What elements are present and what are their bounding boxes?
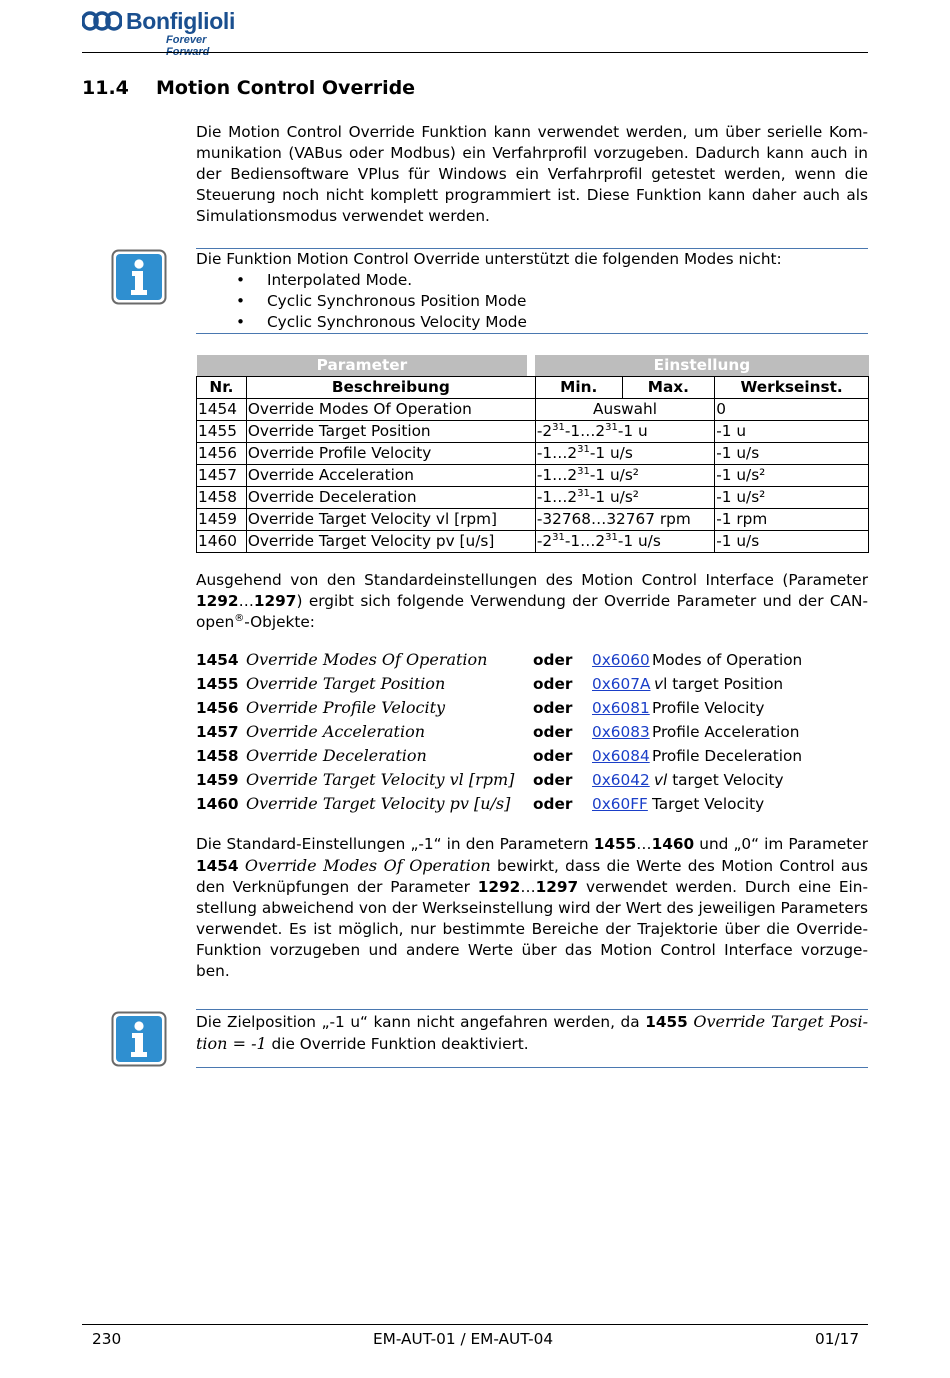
cell-default: -1 u/s² bbox=[715, 487, 869, 509]
bullet-text: Cyclic Synchronous Position Mode bbox=[267, 292, 527, 310]
param-name: Override Target Velocity vl [rpm] bbox=[246, 770, 515, 789]
param-name: Override Target Position bbox=[246, 674, 446, 693]
text-line: open®-Objekte: bbox=[196, 613, 315, 631]
text-line: ben. bbox=[196, 962, 230, 980]
canopen-object-link[interactable]: 0x60FF bbox=[592, 795, 648, 813]
cell-default: -1 u/s bbox=[715, 443, 869, 465]
cell-default: -1 u/s² bbox=[715, 465, 869, 487]
cell-default: 0 bbox=[715, 399, 869, 421]
or-label: oder bbox=[533, 699, 573, 717]
brand-logo bbox=[82, 8, 252, 58]
or-label: oder bbox=[533, 795, 573, 813]
col-header-nr: Nr. bbox=[197, 377, 247, 399]
text-line: Steuerung noch nicht komplett programmiert ist. Diese Funktion kann daher auch als bbox=[196, 186, 868, 204]
cell-range: $-1\dots 2^{31}-1$ u/s² bbox=[535, 465, 714, 487]
param-number: 1460 bbox=[196, 795, 239, 813]
col-header-max: Max. bbox=[622, 377, 715, 399]
brand-tagline: Forever Forward bbox=[166, 34, 210, 58]
section-title: Motion Control Override bbox=[156, 77, 416, 99]
or-label: oder bbox=[533, 771, 573, 789]
parameter-table bbox=[196, 355, 869, 553]
text-line: verwendet. Es ist möglich, nur bestimmte Bereiche der Trajektorie über die Override- bbox=[196, 920, 868, 938]
text-line: stellung abweichend von der Werkseinstellung wird der Wert des jeweiligen Parameters bbox=[196, 899, 869, 917]
cell-default: -1 rpm bbox=[715, 509, 869, 531]
text-line: 1292…1297) ergibt sich folgende Verwendung der Override Parameter und der CAN- bbox=[196, 592, 868, 610]
text-line: tion = -1 die Override Funktion deaktiviert. bbox=[196, 1034, 529, 1053]
table-row bbox=[197, 421, 869, 443]
text-line: Die Standard-Einstellungen „-1“ in den Parametern 1455…1460 und „0“ im Parameter bbox=[196, 835, 868, 853]
param-number: 1456 bbox=[196, 699, 239, 717]
col-header-beschreibung: Beschreibung bbox=[246, 377, 535, 399]
page-number: 230 bbox=[92, 1330, 122, 1348]
cell-range: Auswahl bbox=[535, 399, 714, 421]
text-line: 1454 Override Modes Of Operation bewirkt, dass die Werte des Motion Control aus bbox=[196, 856, 868, 875]
table-row bbox=[197, 443, 869, 465]
text-line: den Verknüpfungen der Parameter 1292…1297 verwendet werden. Durch eine Ein- bbox=[196, 878, 868, 896]
bullet-text: Cyclic Synchronous Velocity Mode bbox=[267, 313, 527, 331]
mapping-row bbox=[196, 696, 868, 720]
bullet-text: Interpolated Mode. bbox=[267, 271, 413, 289]
cell-nr: 1457 bbox=[197, 465, 247, 487]
cell-nr: 1454 bbox=[197, 399, 247, 421]
canopen-object-link[interactable]: 0x6083 bbox=[592, 723, 650, 741]
cell-nr: 1459 bbox=[197, 509, 247, 531]
canopen-object-link[interactable]: 0x6081 bbox=[592, 699, 650, 717]
object-description: Profile Deceleration bbox=[652, 747, 803, 765]
bullet-item bbox=[196, 270, 868, 291]
object-description: Target Velocity bbox=[652, 795, 765, 813]
canopen-object-link[interactable]: 0x6060 bbox=[592, 651, 650, 669]
section-number: 11.4 bbox=[82, 77, 129, 99]
info-icon bbox=[111, 1011, 165, 1065]
cell-nr: 1456 bbox=[197, 443, 247, 465]
text-line: Die Zielposition „-1 u“ kann nicht angefahren werden, da 1455 Override Target Posi- bbox=[196, 1012, 868, 1031]
cell-desc: Override Target Velocity pv [u/s] bbox=[246, 531, 535, 553]
note-rule-top bbox=[196, 1009, 868, 1010]
col-header-min: Min. bbox=[535, 377, 622, 399]
param-name: Override Acceleration bbox=[246, 722, 426, 741]
cell-nr: 1458 bbox=[197, 487, 247, 509]
cell-desc: Override Acceleration bbox=[246, 465, 535, 487]
mapping-row bbox=[196, 672, 868, 696]
param-number: 1458 bbox=[196, 747, 239, 765]
param-number: 1459 bbox=[196, 771, 239, 789]
canopen-object-link[interactable]: 0x6042 bbox=[592, 771, 650, 789]
intro-paragraph bbox=[196, 122, 868, 227]
param-number: 1455 bbox=[196, 675, 239, 693]
cell-nr: 1455 bbox=[197, 421, 247, 443]
bullet-dot: • bbox=[236, 292, 246, 310]
group-header-parameter: Parameter bbox=[197, 355, 528, 377]
param-name: Override Target Velocity pv [u/s] bbox=[246, 794, 511, 813]
mapping-row bbox=[196, 768, 868, 792]
canopen-object-link[interactable]: 0x607A bbox=[592, 675, 651, 693]
text-line: Funktion vorzugeben und andere Werte über das Motion Control Interface vorzuge- bbox=[196, 941, 868, 959]
cell-range: $-1\dots 2^{31}-1$ u/s bbox=[535, 443, 714, 465]
object-description: vl target Velocity bbox=[654, 771, 784, 789]
cell-desc: Override Target Velocity vl [rpm] bbox=[246, 509, 535, 531]
cell-nr: 1460 bbox=[197, 531, 247, 553]
cell-range: $-1\dots 2^{31}-1$ u/s² bbox=[535, 487, 714, 509]
table-header-row bbox=[197, 377, 869, 399]
footer-rule bbox=[82, 1324, 868, 1325]
param-name: Override Deceleration bbox=[246, 746, 427, 765]
cell-desc: Override Profile Velocity bbox=[246, 443, 535, 465]
cell-range: $-2^{31}-1\dots 2^{31}-1$ u bbox=[535, 421, 714, 443]
table-row bbox=[197, 465, 869, 487]
note-modes bbox=[196, 249, 868, 333]
cell-desc: Override Deceleration bbox=[246, 487, 535, 509]
object-description: Profile Acceleration bbox=[652, 723, 800, 741]
note-target-position bbox=[196, 1011, 868, 1055]
table-row bbox=[197, 487, 869, 509]
header-rule bbox=[82, 52, 868, 53]
bullet-item bbox=[196, 312, 868, 333]
cell-default: -1 u/s bbox=[715, 531, 869, 553]
cell-default: -1 u bbox=[715, 421, 869, 443]
mapping-row bbox=[196, 744, 868, 768]
col-header-werkseinst: Werkseinst. bbox=[715, 377, 869, 399]
note-rule-bottom bbox=[196, 333, 868, 334]
param-name: Override Modes Of Operation bbox=[246, 650, 488, 669]
text-line: Ausgehend von den Standardeinstellungen des Motion Control Interface (Parameter bbox=[196, 571, 868, 589]
param-number: 1454 bbox=[196, 651, 239, 669]
document-id: EM-AUT-01 / EM-AUT-04 bbox=[373, 1330, 554, 1348]
text-line: Die Motion Control Override Funktion kann verwendet werden, um über serielle Kom- bbox=[196, 123, 868, 141]
note-rule-bottom bbox=[196, 1067, 868, 1068]
bonfiglioli-logo-mark bbox=[82, 10, 122, 32]
or-label: oder bbox=[533, 747, 573, 765]
document-date: 01/17 bbox=[815, 1330, 860, 1348]
or-label: oder bbox=[533, 723, 573, 741]
text-line: munikation (VABus oder Modbus) ein Verfahrprofil vorzugeben. Dadurch kann auch in bbox=[196, 144, 868, 162]
or-label: oder bbox=[533, 675, 573, 693]
cell-range: $-2^{31}-1\dots 2^{31}-1$ u/s bbox=[535, 531, 714, 553]
note-text: Die Funktion Motion Control Override unterstützt die folgenden Modes nicht: bbox=[196, 250, 782, 268]
canopen-object-link[interactable]: 0x6084 bbox=[592, 747, 650, 765]
table-group-header bbox=[197, 355, 869, 377]
mapping-row bbox=[196, 720, 868, 744]
object-description: Profile Velocity bbox=[652, 699, 765, 717]
param-number: 1457 bbox=[196, 723, 239, 741]
brand-name: Bonfiglioli bbox=[126, 8, 236, 34]
table-row bbox=[197, 509, 869, 531]
table-row bbox=[197, 531, 869, 553]
bullet-dot: • bbox=[236, 313, 246, 331]
cell-desc: Override Modes Of Operation bbox=[246, 399, 535, 421]
text-line: der Bediensoftware VPlus für Windows ein Verfahrprofil getestet werden, wenn die bbox=[196, 165, 868, 183]
bullet-dot: • bbox=[236, 271, 246, 289]
object-description: vl target Position bbox=[654, 675, 784, 693]
bullet-item bbox=[196, 291, 868, 312]
or-label: oder bbox=[533, 651, 573, 669]
info-icon bbox=[111, 249, 165, 303]
cell-desc: Override Target Position bbox=[246, 421, 535, 443]
table-row bbox=[197, 399, 869, 421]
cell-range: -32768…32767 rpm bbox=[535, 509, 714, 531]
object-description: Modes of Operation bbox=[652, 651, 803, 669]
mapping-row bbox=[196, 648, 868, 672]
defaults-paragraph bbox=[196, 834, 868, 982]
mapping-row bbox=[196, 792, 868, 816]
group-header-gap bbox=[527, 355, 535, 377]
param-name: Override Profile Velocity bbox=[246, 698, 446, 717]
text-line: Simulationsmodus verwendet werden. bbox=[196, 207, 490, 225]
mapping-intro-paragraph bbox=[196, 570, 868, 633]
group-header-einstellung: Einstellung bbox=[535, 355, 868, 377]
